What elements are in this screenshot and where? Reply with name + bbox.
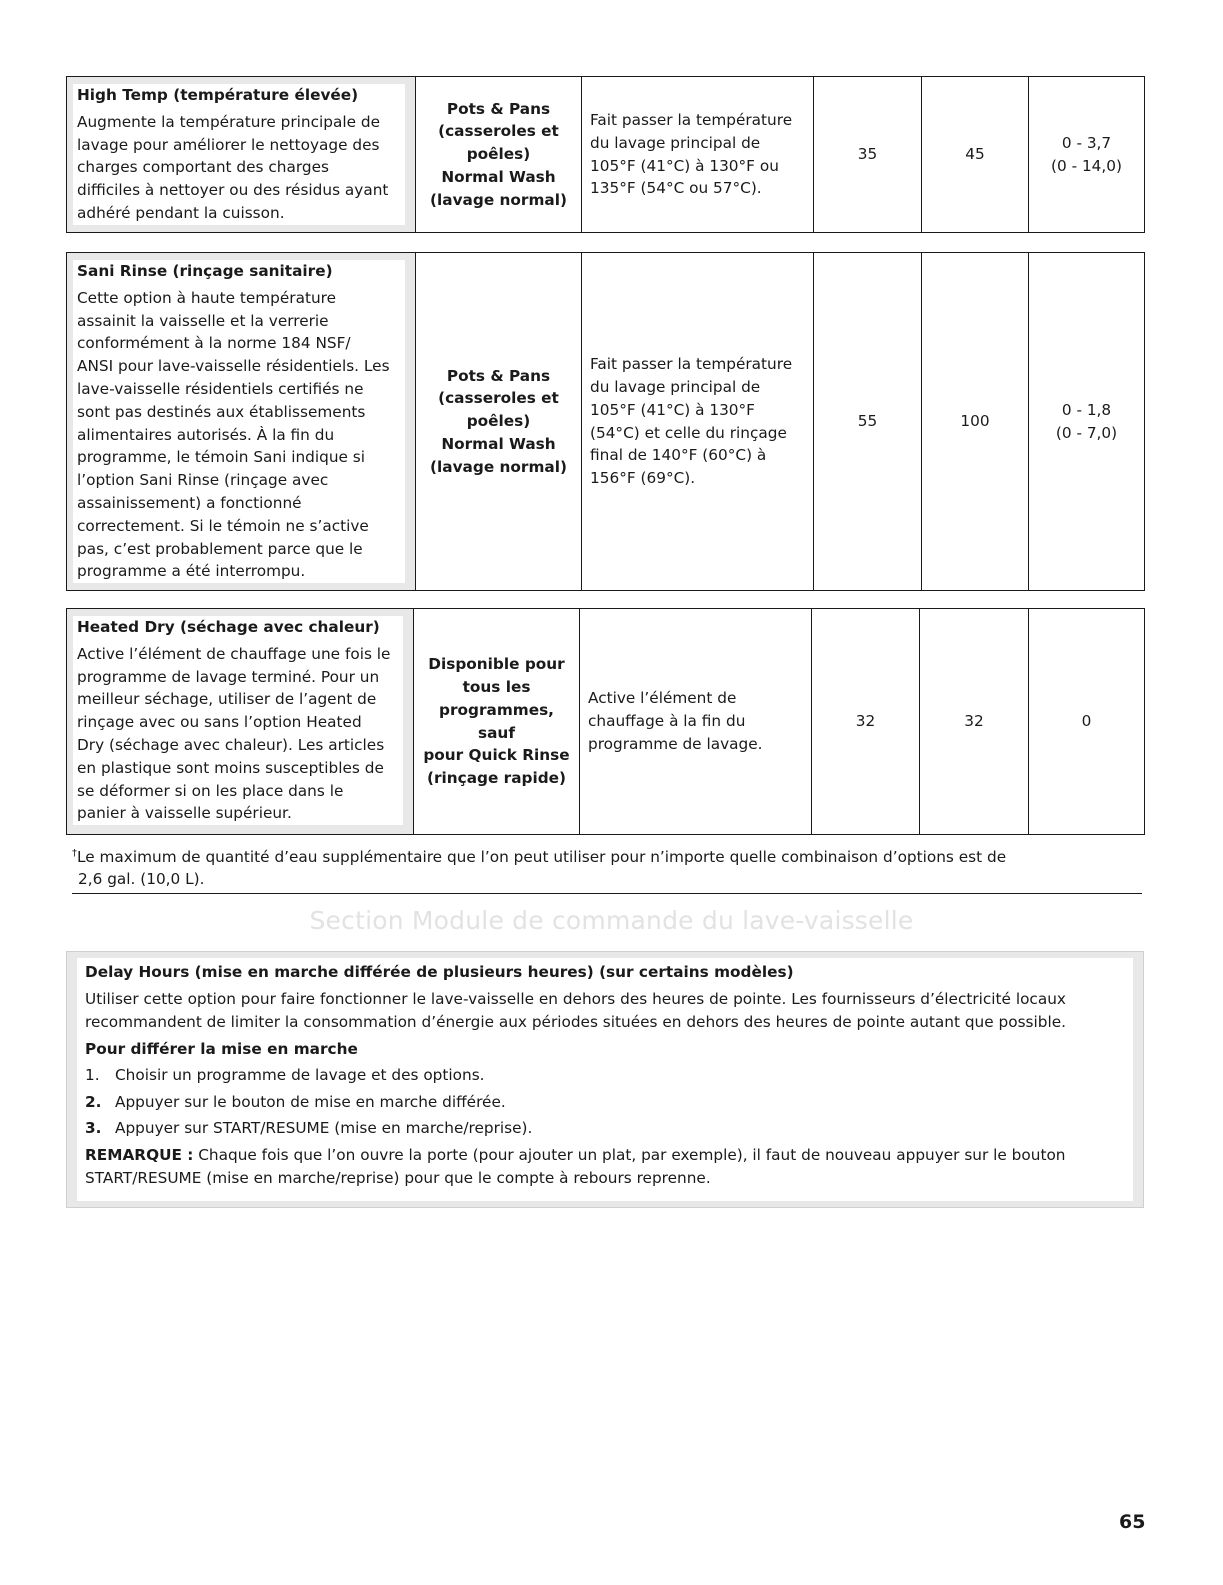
footnote: †Le maximum de quantité d’eau supplémentaire que l’on peut utiliser pour n’importe quelle combinaison d’options est de 2,6 gal. (10,0 L). <box>72 847 1007 888</box>
delay-hours-content <box>77 958 1133 1201</box>
option-value-1: 32 <box>812 609 920 835</box>
delay-hours-title: Delay Hours (mise en marche différée de plusieurs heures) (sur certains modèles) <box>85 963 794 981</box>
step-item: 1. Choisir un programme de lavage et des options. <box>85 1066 485 1084</box>
option-value-2: 100 <box>922 253 1029 591</box>
option-programs: Pots & Pans (casseroles et poêles) Normal Wash (lavage normal) <box>416 77 582 233</box>
option-programs: Pots & Pans (casseroles et poêles) Normal Wash (lavage normal) <box>416 253 582 591</box>
option-table-high-temp <box>66 76 1145 233</box>
option-temperature: Fait passer la température du lavage principal de 105°F (41°C) à 130°F (54°C) et celle du rinçage final de 140°F (60°C) à 156°F (69°C). <box>582 253 814 591</box>
option-value-3: 0 - 1,8 (0 - 7,0) <box>1029 253 1145 591</box>
option-value-3: 0 - 3,7 (0 - 14,0) <box>1029 77 1145 233</box>
option-value-2: 32 <box>920 609 1029 835</box>
option-temperature: Active l’élément de chauffage à la fin du programme de lavage. <box>580 609 812 835</box>
divider <box>72 893 1142 894</box>
option-value-3: 0 <box>1029 609 1145 835</box>
option-description <box>67 77 416 233</box>
option-value-1: 55 <box>814 253 922 591</box>
option-text: Augmente la température principale de lavage pour améliorer le nettoyage des charges comportant des charges difficiles à nettoyer ou des résidus ayant adhéré pendant la cuisson. <box>77 112 389 222</box>
option-programs: Disponible pour tous les programmes, sauf pour Quick Rinse (rinçage rapide) <box>414 609 580 835</box>
delay-hours-subheading: Pour différer la mise en marche <box>85 1039 358 1058</box>
option-description <box>67 609 414 835</box>
option-table-heated-dry <box>66 608 1145 835</box>
option-text: Active l’élément de chauffage une fois le programme de lavage terminé. Pour un meilleur séchage, utiliser de l’agent de rinçage avec ou sans l’option Heated Dry (séchage avec chaleur). Les articles en plastique sont moins susceptibles de se déformer si on les place dans le panier à vaisselle supérieur. <box>77 644 391 823</box>
section-heading: Section Module de commande du lave-vaisselle <box>309 906 914 935</box>
step-item: 2. Appuyer sur le bouton de mise en marche différée. <box>85 1092 506 1111</box>
option-value-1: 35 <box>814 77 922 233</box>
step-item: 3. Appuyer sur START/RESUME (mise en marche/reprise). <box>85 1119 533 1137</box>
option-table-sani-rinse <box>66 252 1145 591</box>
delay-hours-intro: Utiliser cette option pour faire fonctionner le lave-vaisselle en dehors des heures de pointe. Les fournisseurs d’électricité locaux recommandent de limiter la consommation d’énergie aux périodes situées en dehors des heures de pointe autant que possible. <box>85 989 1067 1031</box>
option-description <box>67 253 416 591</box>
delay-hours-note: REMARQUE : Chaque fois que l’on ouvre la porte (pour ajouter un plat, par exemple), il faut de nouveau appuyer sur le bouton START/RESUME (mise en marche/reprise) pour que le compte à rebours reprenne. <box>85 1145 1066 1187</box>
option-title: Heated Dry (séchage avec chaleur) <box>77 618 380 636</box>
delay-hours-box <box>66 951 1144 1208</box>
footnote-marker: † <box>72 847 77 859</box>
option-title: Sani Rinse (rinçage sanitaire) <box>77 262 333 280</box>
option-value-2: 45 <box>922 77 1029 233</box>
option-temperature: Fait passer la température du lavage principal de 105°F (41°C) à 130°F ou 135°F (54°C ou 57°C). <box>582 77 814 233</box>
option-text: Cette option à haute température assainit la vaisselle et la verrerie conformément à la norme 184 NSF/ ANSI pour lave-vaisselle résidentiels. Les lave-vaisselle résidentiels certifiés ne sont pas destinés aux établissements alimentaires autorisés. À la fin du programme, le témoin Sani indique si l’option Sani Rinse (rinçage avec assainissement) a fonctionné correctement. Si le témoin ne s’active pas, c’est probablement parce que le programme a été interrompu. <box>77 288 390 581</box>
option-title: High Temp (température élevée) <box>77 86 359 104</box>
page-number: 65 <box>1119 1511 1146 1533</box>
